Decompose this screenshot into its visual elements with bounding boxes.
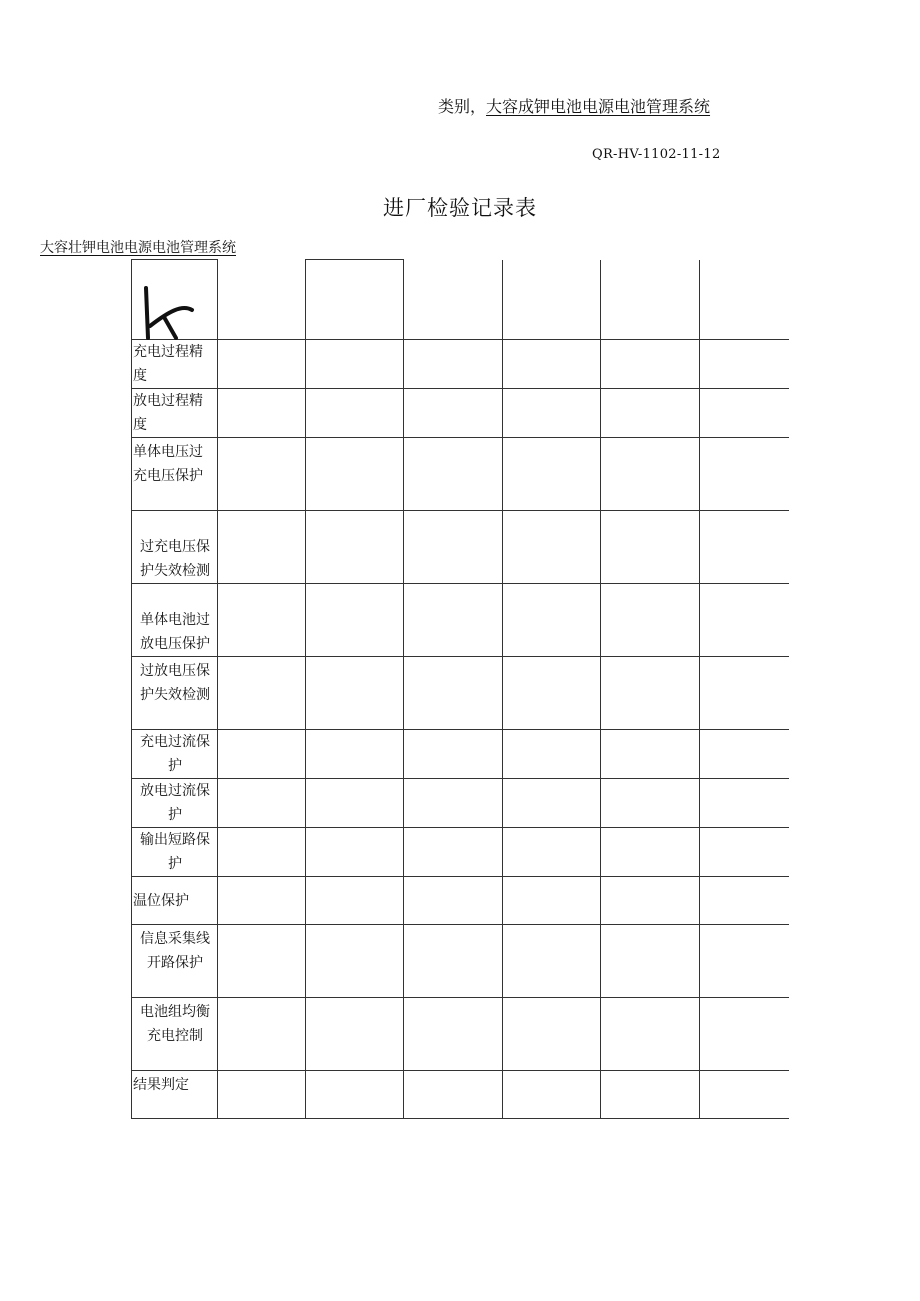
table-cell[interactable] (700, 1071, 789, 1119)
table-cell[interactable] (700, 389, 789, 438)
table-row (132, 779, 789, 828)
table-cell[interactable] (700, 730, 789, 779)
table-cell[interactable] (404, 657, 503, 730)
table-cell[interactable] (601, 877, 700, 925)
table-cell[interactable] (601, 657, 700, 730)
table-cell[interactable] (601, 584, 700, 657)
table-cell[interactable] (601, 389, 700, 438)
document-code: QR-HV-1102-11-12 (592, 147, 721, 162)
table-cell[interactable] (306, 438, 404, 511)
table-row (132, 925, 789, 998)
table-cell[interactable] (306, 389, 404, 438)
table-row (132, 511, 789, 584)
logo-cell (132, 260, 218, 340)
table-row (132, 998, 789, 1071)
table-cell[interactable] (218, 260, 306, 340)
table-cell[interactable] (700, 779, 789, 828)
table-cell[interactable] (218, 1071, 306, 1119)
table-row (132, 828, 789, 877)
table-cell[interactable] (218, 730, 306, 779)
table-cell[interactable] (503, 1071, 601, 1119)
table-cell[interactable] (503, 730, 601, 779)
table-cell[interactable] (601, 260, 700, 340)
table-cell[interactable] (503, 584, 601, 657)
table-cell[interactable] (218, 511, 306, 584)
table-cell[interactable] (218, 998, 306, 1071)
product-subtitle: 大容壮钾电池电源电池管理系统 (40, 240, 236, 256)
table-cell[interactable] (306, 340, 404, 389)
table-cell[interactable] (700, 438, 789, 511)
table-cell[interactable] (218, 925, 306, 998)
table-cell[interactable] (404, 877, 503, 925)
table-cell[interactable] (218, 657, 306, 730)
category-label: 类别， (438, 97, 487, 116)
page-title: 进厂检验记录表 (383, 196, 537, 220)
table-cell[interactable] (404, 998, 503, 1071)
row-label: 放电过流保 护 (132, 779, 218, 828)
category-value: 大容成钾电池电源电池管理系统 (486, 97, 711, 116)
table-cell[interactable] (503, 657, 601, 730)
table-cell[interactable] (700, 584, 789, 657)
table-cell[interactable] (503, 877, 601, 925)
inspection-record-table (131, 259, 789, 1119)
table-row (132, 389, 789, 438)
table-cell[interactable] (503, 438, 601, 511)
table-cell[interactable] (306, 730, 404, 779)
row-label: 过放电压保 护失效检测 (132, 657, 218, 730)
table-cell[interactable] (503, 998, 601, 1071)
row-label: 单体电压过 充电压保护 (132, 438, 218, 511)
table-cell[interactable] (700, 998, 789, 1071)
table-cell[interactable] (601, 1071, 700, 1119)
table-cell[interactable] (503, 389, 601, 438)
table-cell[interactable] (306, 657, 404, 730)
table-cell[interactable] (306, 1071, 404, 1119)
table-row (132, 1071, 789, 1119)
table-cell[interactable] (700, 657, 789, 730)
table-row (132, 438, 789, 511)
row-label: 电池组均衡 充电控制 (132, 998, 218, 1071)
table-cell[interactable] (306, 779, 404, 828)
table-cell[interactable] (601, 511, 700, 584)
table-cell[interactable] (503, 340, 601, 389)
table-cell[interactable] (601, 998, 700, 1071)
table-cell[interactable] (404, 584, 503, 657)
table-cell[interactable] (503, 779, 601, 828)
table-cell[interactable] (218, 389, 306, 438)
table-cell[interactable] (601, 730, 700, 779)
table-cell[interactable] (404, 438, 503, 511)
table-cell[interactable] (601, 925, 700, 998)
row-label: 单体电池过 放电压保护 (132, 584, 218, 657)
table-cell[interactable] (700, 340, 789, 389)
table-row (132, 340, 789, 389)
table-cell[interactable] (404, 730, 503, 779)
table-cell[interactable] (601, 340, 700, 389)
table-cell[interactable] (404, 779, 503, 828)
table-row (132, 730, 789, 779)
table-cell[interactable] (306, 511, 404, 584)
row-label: 充电过程精 度 (132, 340, 218, 389)
row-label: 放电过程精 度 (132, 389, 218, 438)
table-cell[interactable] (700, 877, 789, 925)
table-header-row (132, 260, 789, 340)
table-cell[interactable] (218, 340, 306, 389)
table-cell[interactable] (601, 779, 700, 828)
table-cell[interactable] (306, 925, 404, 998)
k-glyph-icon (142, 284, 200, 340)
row-label: 结果判定 (132, 1071, 218, 1119)
table-row (132, 877, 789, 925)
table-cell[interactable] (700, 511, 789, 584)
table-cell[interactable] (404, 511, 503, 584)
category-line (438, 94, 710, 117)
table-cell[interactable] (503, 511, 601, 584)
row-label: 充电过流保 护 (132, 730, 218, 779)
table-cell[interactable] (404, 340, 503, 389)
table-cell[interactable] (601, 438, 700, 511)
table-row (132, 584, 789, 657)
row-label: 过充电压保 护失效检测 (132, 511, 218, 584)
row-label: 温位保护 (132, 877, 218, 925)
table-cell[interactable] (306, 828, 404, 877)
table-cell[interactable] (404, 260, 503, 340)
table-cell[interactable] (404, 1071, 503, 1119)
table-row (132, 657, 789, 730)
table-cell[interactable] (700, 828, 789, 877)
table-cell[interactable] (503, 828, 601, 877)
table-cell[interactable] (306, 877, 404, 925)
table-cell[interactable] (503, 260, 601, 340)
table-cell[interactable] (218, 438, 306, 511)
table-cell[interactable] (700, 260, 789, 340)
table-cell[interactable] (404, 925, 503, 998)
table-cell[interactable] (503, 925, 601, 998)
table-cell[interactable] (306, 584, 404, 657)
table-cell[interactable] (404, 828, 503, 877)
table-cell[interactable] (218, 877, 306, 925)
table-cell[interactable] (404, 389, 503, 438)
table-cell[interactable] (218, 828, 306, 877)
table-cell[interactable] (306, 260, 404, 340)
table-cell[interactable] (700, 925, 789, 998)
row-label: 信息采集线 开路保护 (132, 925, 218, 998)
table-cell[interactable] (218, 779, 306, 828)
table-cell[interactable] (306, 998, 404, 1071)
row-label: 输出短路保 护 (132, 828, 218, 877)
table-cell[interactable] (218, 584, 306, 657)
table-cell[interactable] (601, 828, 700, 877)
